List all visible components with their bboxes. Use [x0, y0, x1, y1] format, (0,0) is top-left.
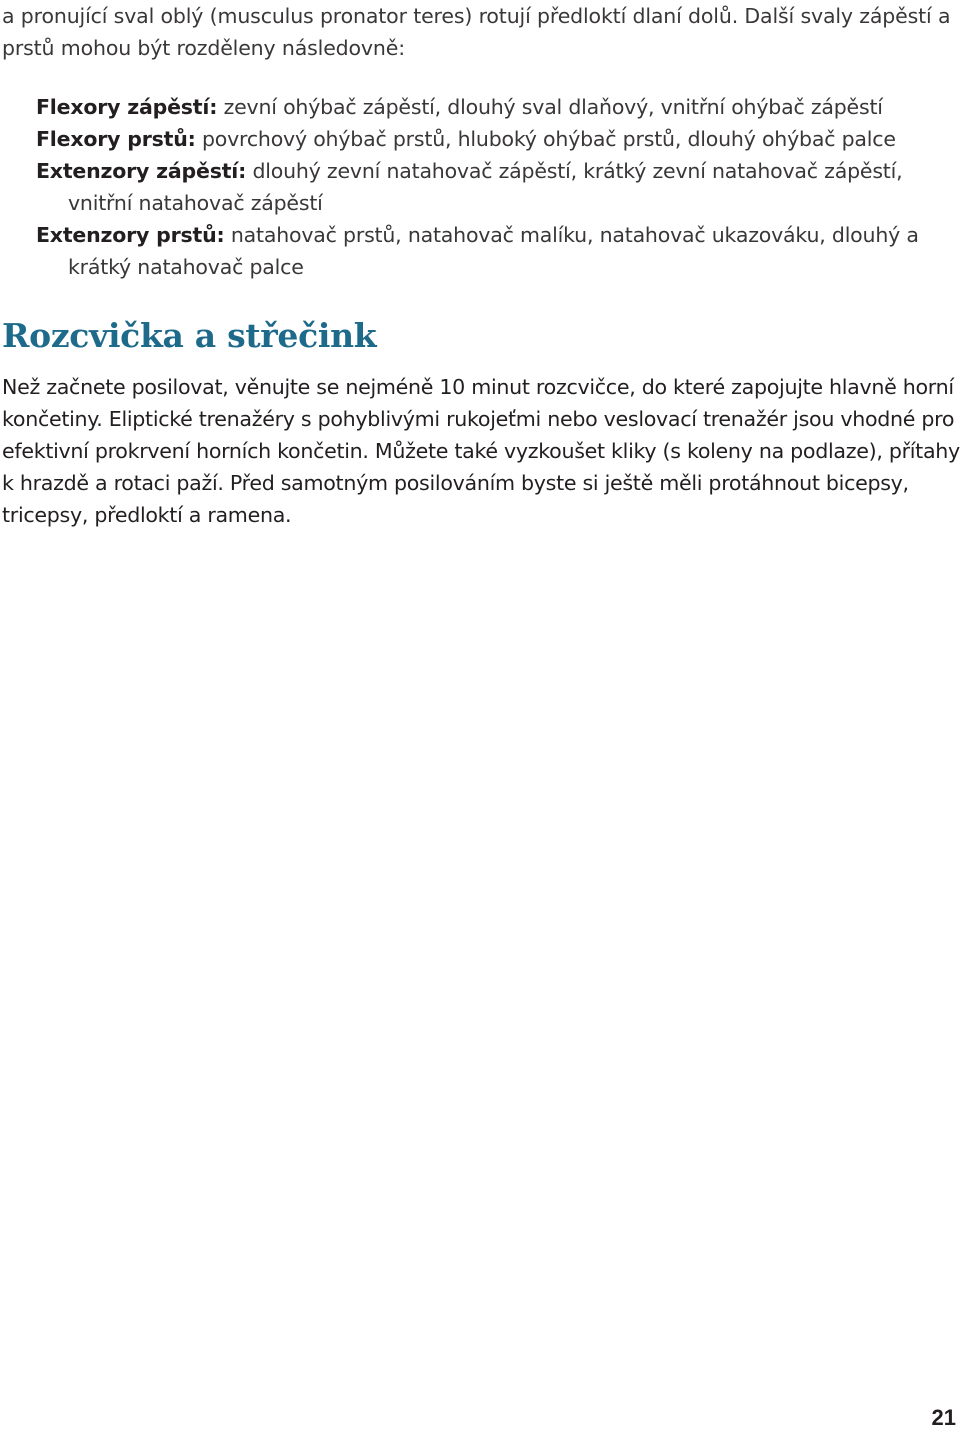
page-number: 21	[931, 1405, 956, 1430]
muscle-group-description: dlouhý zevní natahovač zápěstí, krátký zevní natahovač zápěstí, vnitřní natahovač zápěstí	[68, 159, 903, 215]
section-body-paragraph: Než začnete posilovat, věnujte se nejméně 10 minut rozcvičce, do které zapojujte hlavně horní končetiny. Eliptické trenažéry s pohyblivými rukojeťmi nebo veslovací trenažér jsou vhodné pro efektivní prokrvení horních končetin. Můžete také vyzkoušet kliky (s koleny na podlaze), přítahy k hrazdě a rotaci paží. Před samotným posilováním byste si ještě měli protáhnout bicepsy, tricepsy, předloktí a ramena.	[2, 375, 960, 527]
muscle-group-finger-extensors	[36, 219, 956, 283]
section-heading: Rozcvička a střečink	[2, 316, 377, 355]
muscle-group-term: Extenzory zápěstí:	[36, 159, 247, 183]
muscle-group-term: Extenzory prstů:	[36, 223, 225, 247]
muscle-group-description: natahovač prstů, natahovač malíku, natahovač ukazováku, dlouhý a krátký natahovač palce	[68, 223, 919, 279]
muscle-group-term: Flexory prstů:	[36, 127, 196, 151]
muscle-group-wrist-extensors	[36, 155, 956, 219]
muscle-group-description: zevní ohýbač zápěstí, dlouhý sval dlaňový, vnitřní ohýbač zápěstí	[223, 95, 883, 119]
muscle-group-finger-flexors	[36, 123, 956, 155]
muscle-group-term: Flexory zápěstí:	[36, 95, 218, 119]
muscle-group-wrist-flexors	[36, 91, 956, 123]
muscle-group-description: povrchový ohýbač prstů, hluboký ohýbač prstů, dlouhý ohýbač palce	[201, 127, 896, 151]
muscle-group-list	[36, 91, 956, 283]
intro-paragraph: a pronující sval oblý (musculus pronator teres) rotují předloktí dlaní dolů. Další svaly zápěstí a prstů mohou být rozděleny následovně:	[2, 4, 951, 60]
